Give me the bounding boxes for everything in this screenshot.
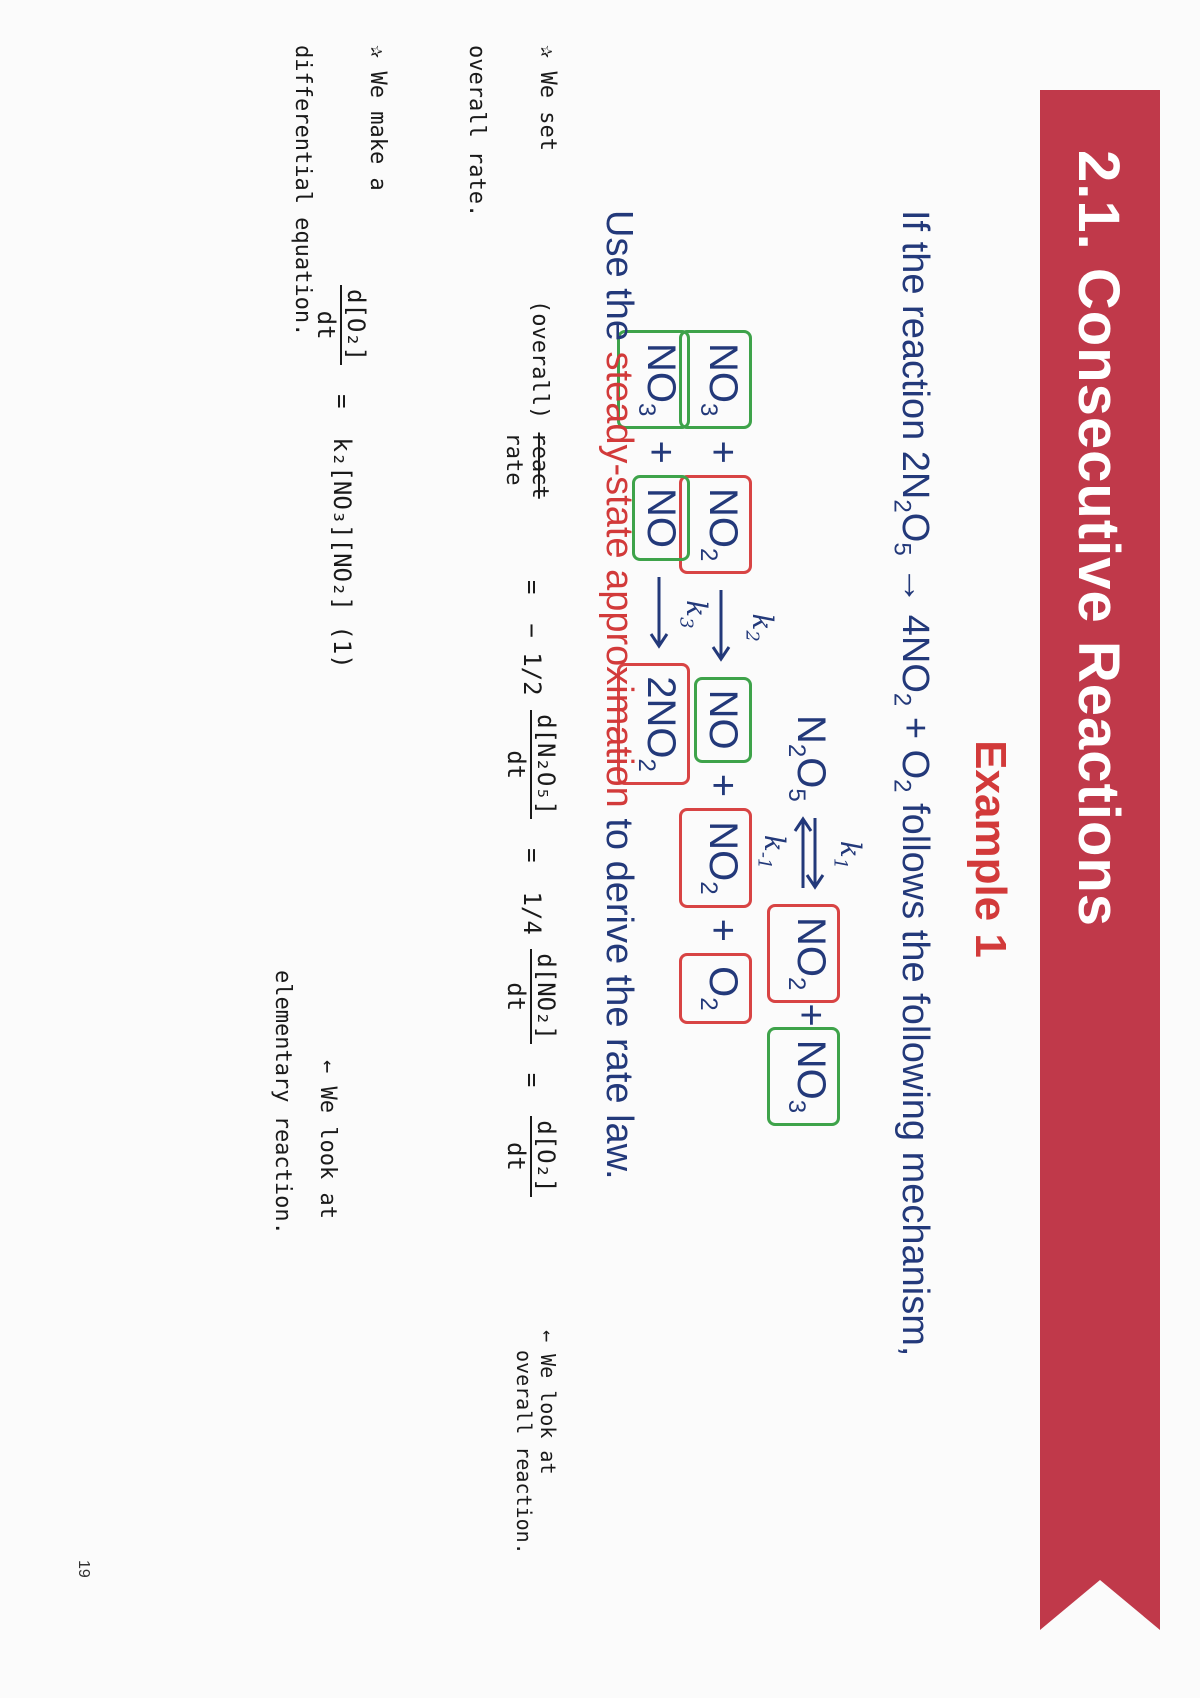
page-number: 19 — [75, 1560, 92, 1578]
rate-constant-k-1: $k_{-1}$ — [752, 834, 791, 870]
reactant-no3-box: $NO_3$ — [679, 330, 752, 429]
equilibrium-arrow — [752, 813, 867, 893]
note-overall-reaction: ← We look at overall reaction. — [512, 1330, 560, 1555]
reactant-no-box: NO — [632, 475, 690, 561]
note-star-2: ✰ We make a differential equation. — [290, 45, 390, 337]
crossed-word: react — [527, 432, 552, 499]
rate-constant-k1: $k_1$ — [828, 840, 867, 870]
rate-constant-k2: $k_2$ — [740, 613, 779, 642]
reactant-no3-box-2: $NO_3$ — [617, 330, 690, 429]
instruction-text: Use the steady-state approximation to derive the rate law. — [598, 210, 640, 1180]
mechanism-step-2: $NO_3 + NO_2$ $k_2$ NO + $NO_2 + O_2$ — [679, 330, 752, 1024]
product-2no2-box: $2NO_2$ — [617, 663, 690, 785]
reactant-no2-box: $NO_2$ — [679, 475, 752, 574]
note-elementary-reaction: ← We look at elementary reaction. — [270, 970, 340, 1235]
product-no2-box: $NO_2$ — [767, 904, 840, 1003]
arrow-k3 — [639, 572, 713, 652]
mechanism-step-3: $NO_3$ + NO $k_3$ $2NO_2$ — [617, 330, 690, 785]
overall-rate-label: (overall) react rate — [501, 300, 552, 499]
rate-equation: = − 1/2 d[N₂O₅] dt = 1/4 d[NO₂] dt = d[O₂] dt — [502, 580, 560, 1197]
rate-constant-k3: $k_3$ — [674, 600, 713, 629]
product-no2-box-2: $NO_2$ — [679, 808, 752, 907]
product-o2-box: $O_2$ — [679, 953, 752, 1023]
example-title: Example 1 — [966, 740, 1015, 958]
mechanism-step-1: $N_2O_5$ $k_1$ $k_{-1}$ $NO_2+NO_3$ — [767, 715, 840, 1126]
product-no-box: NO — [694, 677, 752, 763]
intro-text: If the reaction $2N_2O_5 \to 4NO_2 + O_2$ follows the following mechanism, — [888, 210, 936, 1357]
reactant-n2o5: $N_2O_5$ — [783, 715, 833, 802]
differential-equation: d[O₂] dt = k₂[NO₃][NO₂] (1) — [312, 285, 370, 669]
slide-title: 2.1. Consecutive Reactions — [1066, 150, 1131, 928]
note-star-1: ✰ We set overall rate. — [464, 45, 560, 218]
product-no3-box: $NO_3$ — [767, 1027, 840, 1126]
